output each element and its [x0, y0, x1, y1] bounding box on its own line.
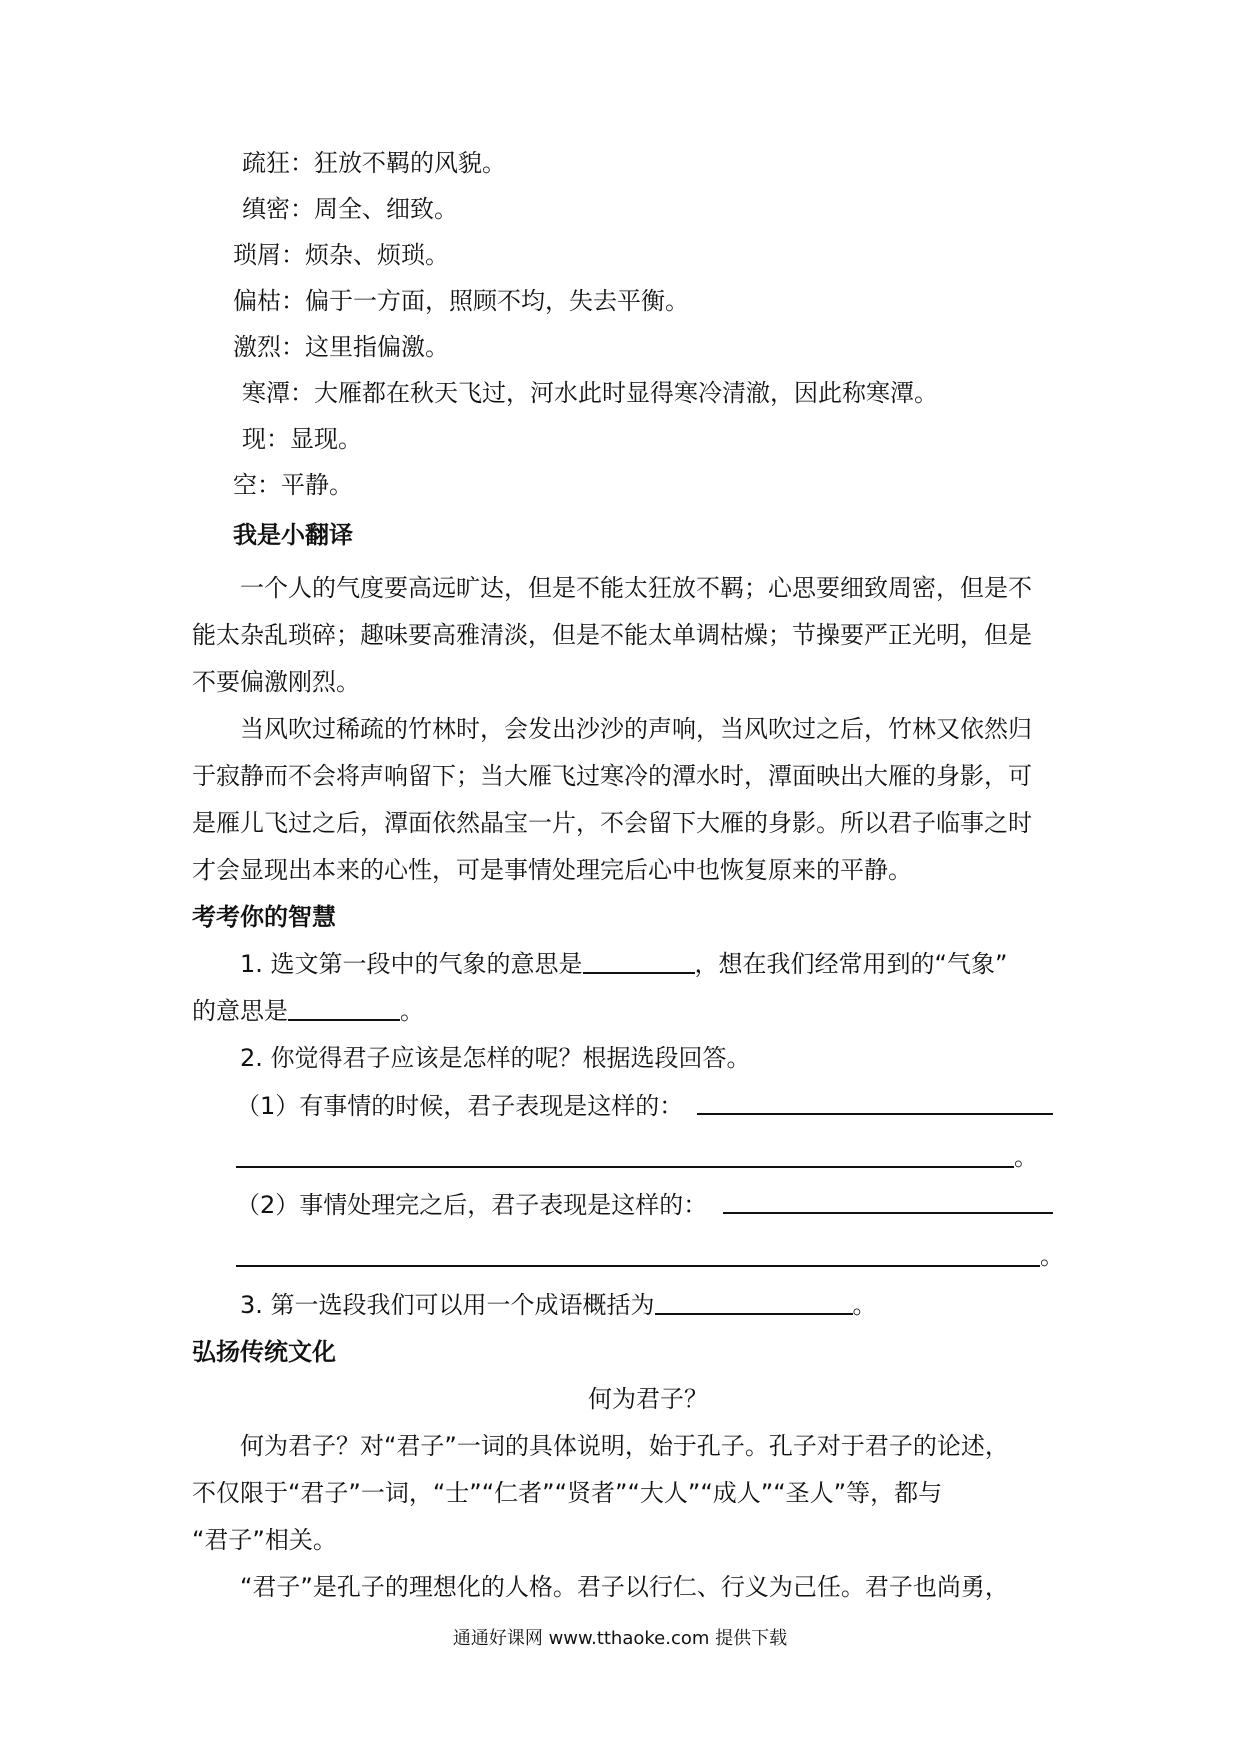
glossary-term: 空 — [233, 471, 257, 499]
glossary-term: 疏狂 — [242, 149, 290, 177]
glossary-item: 寒潭：大雁都在秋天飞过，河水此时显得寒冷清澈，因此称寒潭。 — [242, 379, 938, 407]
glossary-item: 琐屑：烦杂、烦琐。 — [233, 241, 449, 269]
glossary-item: 疏狂：狂放不羁的风貌。 — [242, 149, 506, 177]
glossary-def: 这里指偏激。 — [305, 333, 449, 361]
glossary-term: 琐屑 — [233, 241, 281, 269]
section-heading-translation: 我是小翻译 — [233, 521, 353, 549]
question-2-2: （2）事情处理完之后，君子表现是这样的： — [236, 1191, 708, 1219]
glossary-def: 偏于一方面，照顾不均，失去平衡。 — [305, 287, 689, 315]
question-1-cont: 的意思是 。 — [192, 997, 424, 1025]
question-1: 1. 选文第一段中的气象的意思是 ，想在我们经常用到的“气象” — [240, 950, 1008, 978]
answer-line[interactable] — [236, 1265, 1040, 1267]
answer-line[interactable] — [697, 1113, 1053, 1115]
answer-line[interactable] — [236, 1166, 1014, 1168]
translation-paragraph-line: 不要偏激刚烈。 — [192, 668, 360, 696]
glossary-term: 寒潭 — [242, 379, 290, 407]
question-3: 3. 第一选段我们可以用一个成语概括为 。 — [240, 1291, 877, 1319]
glossary-item: 空：平静。 — [233, 471, 353, 499]
answer-blank[interactable] — [655, 1291, 853, 1315]
answer-line[interactable] — [723, 1212, 1053, 1214]
translation-paragraph-line: 是雁儿飞过之后，潭面依然晶宝一片，不会留下大雁的身影。所以君子临事之时 — [192, 809, 1032, 837]
culture-paragraph-line: “君子”是孔子的理想化的人格。君子以行仁、行义为己任。君子也尚勇， — [240, 1573, 1009, 1601]
culture-paragraph-line: 不仅限于“君子”一词，“士”“仁者”“贤者”“大人”“成人”“圣人”等，都与 — [192, 1479, 943, 1507]
article-title: 何为君子？ — [588, 1385, 708, 1413]
glossary-item: 偏枯：偏于一方面，照顾不均，失去平衡。 — [233, 287, 689, 315]
glossary-term: 缜密 — [242, 195, 290, 223]
translation-paragraph-line: 当风吹过稀疏的竹林时，会发出沙沙的声响，当风吹过之后，竹林又依然归 — [240, 715, 1032, 743]
culture-paragraph-line: 何为君子？对“君子”一词的具体说明，始于孔子。孔子对于君子的论述， — [240, 1432, 1009, 1460]
glossary-def: 烦杂、烦琐。 — [305, 241, 449, 269]
section-heading-culture: 弘扬传统文化 — [192, 1338, 336, 1366]
glossary-def: 周全、细致。 — [314, 195, 458, 223]
glossary-item: 现：显现。 — [242, 425, 362, 453]
question-2-1: （1）有事情的时候，君子表现是这样的： — [236, 1092, 684, 1120]
glossary-term: 偏枯 — [233, 287, 281, 315]
section-heading-quiz: 考考你的智慧 — [192, 903, 336, 931]
question-2: 2. 你觉得君子应该是怎样的呢？根据选段回答。 — [240, 1044, 751, 1072]
glossary-item: 激烈：这里指偏激。 — [233, 333, 449, 361]
glossary-item: 缜密：周全、细致。 — [242, 195, 458, 223]
glossary-def: 显现。 — [290, 425, 362, 453]
answer-line-period: 。 — [1014, 1143, 1038, 1171]
answer-blank[interactable] — [288, 997, 400, 1021]
answer-blank[interactable] — [583, 950, 695, 974]
glossary-def: 狂放不羁的风貌。 — [314, 149, 506, 177]
translation-paragraph-line: 能太杂乱琐碎；趣味要高雅清淡，但是不能太单调枯燥；节操要严正光明，但是 — [192, 621, 1032, 649]
culture-paragraph-line: “君子”相关。 — [192, 1526, 337, 1554]
page-footer: 通通好课网 www.tthaoke.com 提供下载 — [452, 1628, 788, 1649]
translation-paragraph-line: 一个人的气度要高远旷达，但是不能太狂放不羁；心思要细致周密，但是不 — [240, 574, 1032, 602]
answer-line-period: 。 — [1040, 1242, 1064, 1270]
glossary-term: 现 — [242, 425, 266, 453]
translation-paragraph-line: 于寂静而不会将声响留下；当大雁飞过寒冷的潭水时，潭面映出大雁的身影，可 — [192, 762, 1032, 790]
glossary-def: 大雁都在秋天飞过，河水此时显得寒冷清澈，因此称寒潭。 — [314, 379, 938, 407]
glossary-term: 激烈 — [233, 333, 281, 361]
translation-paragraph-line: 才会显现出本来的心性，可是事情处理完后心中也恢复原来的平静。 — [192, 856, 912, 884]
glossary-def: 平静。 — [281, 471, 353, 499]
